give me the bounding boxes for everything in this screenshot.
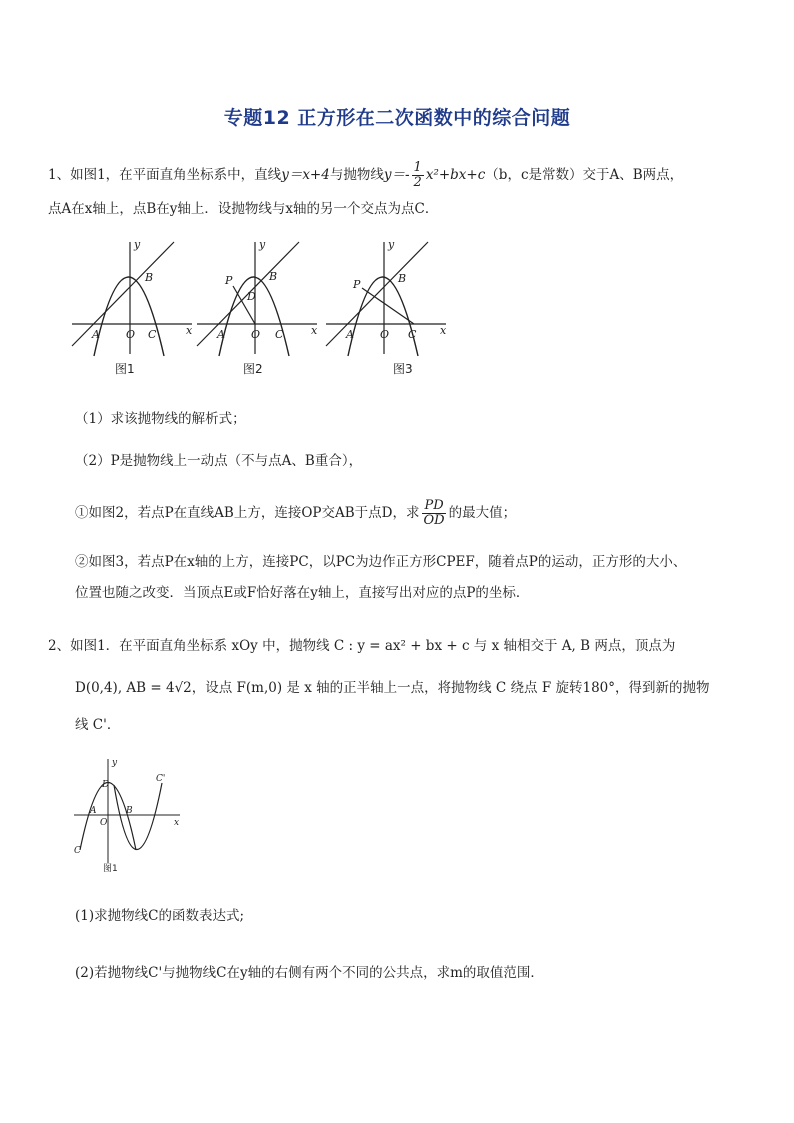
label-b: B — [269, 270, 278, 283]
p1-fraction — [412, 161, 424, 190]
label-y: y — [134, 238, 141, 251]
p1-line1 — [48, 161, 683, 190]
label-o: O — [100, 818, 108, 828]
label-d: D — [102, 780, 110, 790]
p1-eq-line: y＝x+4 — [281, 167, 330, 183]
figure-1-caption: 图1 — [115, 362, 135, 376]
p2-question-2: (2)若抛物线C'与抛物线C在y轴的右侧有两个不同的公共点，求m的取值范围． — [75, 965, 544, 981]
frac-num: 1 — [413, 160, 422, 175]
label-p: P — [353, 278, 361, 291]
page-title: 专题12 正方形在二次函数中的综合问题 — [223, 107, 571, 129]
figure-2 — [193, 238, 323, 358]
label-b: B — [398, 272, 407, 285]
p1-text-a: 1、如图1，在平面直角坐标系中，直线 — [48, 167, 282, 183]
label-c: C — [275, 328, 284, 341]
p2-line3: 线 C'． — [75, 717, 121, 733]
frac-den: OD — [423, 513, 445, 528]
p1-text-c: （b，c是常数）交于A、B两点， — [485, 167, 684, 183]
label-b: B — [126, 806, 133, 816]
frac-den: 2 — [413, 175, 422, 190]
label-c-prime: C' — [156, 774, 166, 784]
p2-question-1: (1)求抛物线C的函数表达式; — [75, 908, 245, 924]
parabola — [219, 277, 289, 356]
p1-eq-parab-rhs: x²+bx+c — [425, 167, 486, 183]
q2a-fraction — [422, 499, 447, 528]
label-y: y — [388, 238, 395, 251]
parabola-c-prime — [114, 783, 162, 850]
p1-question-2: （2）P是抛物线上一动点（不与点A、B重合）， — [75, 453, 363, 469]
figure-p2 — [70, 755, 185, 870]
frac-num: PD — [424, 498, 444, 513]
label-a: A — [217, 328, 225, 341]
p1-question-1: （1）求该抛物线的解析式； — [75, 411, 246, 427]
p1-line2: 点A在x轴上，点B在y轴上．设抛物线与x轴的另一个交点为点C． — [48, 201, 439, 217]
q2a-text-b: 的最大值； — [448, 505, 517, 521]
p2-line1: 2、如图1．在平面直角坐标系 xOy 中，抛物线 C : y = ax² + bx + c 与 x 轴相交于 A, B 两点，顶点为 — [48, 638, 676, 654]
figure-3 — [322, 238, 452, 358]
q2a-text-a: ①如图2，若点P在直线AB上方，连接OP交AB于点D，求 — [75, 505, 420, 521]
figure-p2-caption: 图1 — [103, 864, 118, 874]
label-a: A — [92, 328, 100, 341]
label-y: y — [259, 238, 266, 251]
p1-question-2b-line1: ②如图3，若点P在x轴的上方，连接PC，以PC为边作正方形CPEF，随着点P的运动，正方形的大小、 — [75, 554, 687, 570]
label-a: A — [90, 806, 97, 816]
label-o: O — [251, 328, 261, 341]
parabola — [94, 277, 164, 356]
p1-question-2a — [75, 499, 516, 528]
label-d: D — [247, 290, 256, 303]
p1-eq-parab-lhs: y＝- — [383, 167, 410, 183]
label-c: C — [148, 328, 157, 341]
label-b: B — [145, 271, 154, 284]
p1-text-b: 与抛物线 — [329, 167, 384, 183]
p2-line2: D(0,4), AB = 4√2，设点 F(m,0) 是 x 轴的正半轴上一点，将抛物线 C 绕点 F 旋转180°，得到新的抛物 — [75, 680, 710, 696]
label-c: C — [74, 846, 81, 856]
label-x: x — [174, 818, 180, 828]
segment-pc — [362, 288, 414, 324]
label-x: x — [186, 324, 193, 337]
label-c: C — [408, 328, 417, 341]
label-a: A — [346, 328, 354, 341]
label-p: P — [225, 274, 233, 287]
label-o: O — [126, 328, 136, 341]
figure-2-caption: 图2 — [243, 362, 263, 376]
label-x: x — [311, 324, 318, 337]
label-x: x — [440, 324, 447, 337]
figure-3-caption: 图3 — [393, 362, 413, 376]
line-ab — [72, 242, 174, 346]
label-o: O — [380, 328, 390, 341]
figure-1 — [68, 238, 198, 358]
p1-question-2b-line2: 位置也随之改变．当顶点E或F恰好落在y轴上，直接写出对应的点P的坐标． — [75, 585, 530, 601]
label-y: y — [112, 758, 118, 768]
